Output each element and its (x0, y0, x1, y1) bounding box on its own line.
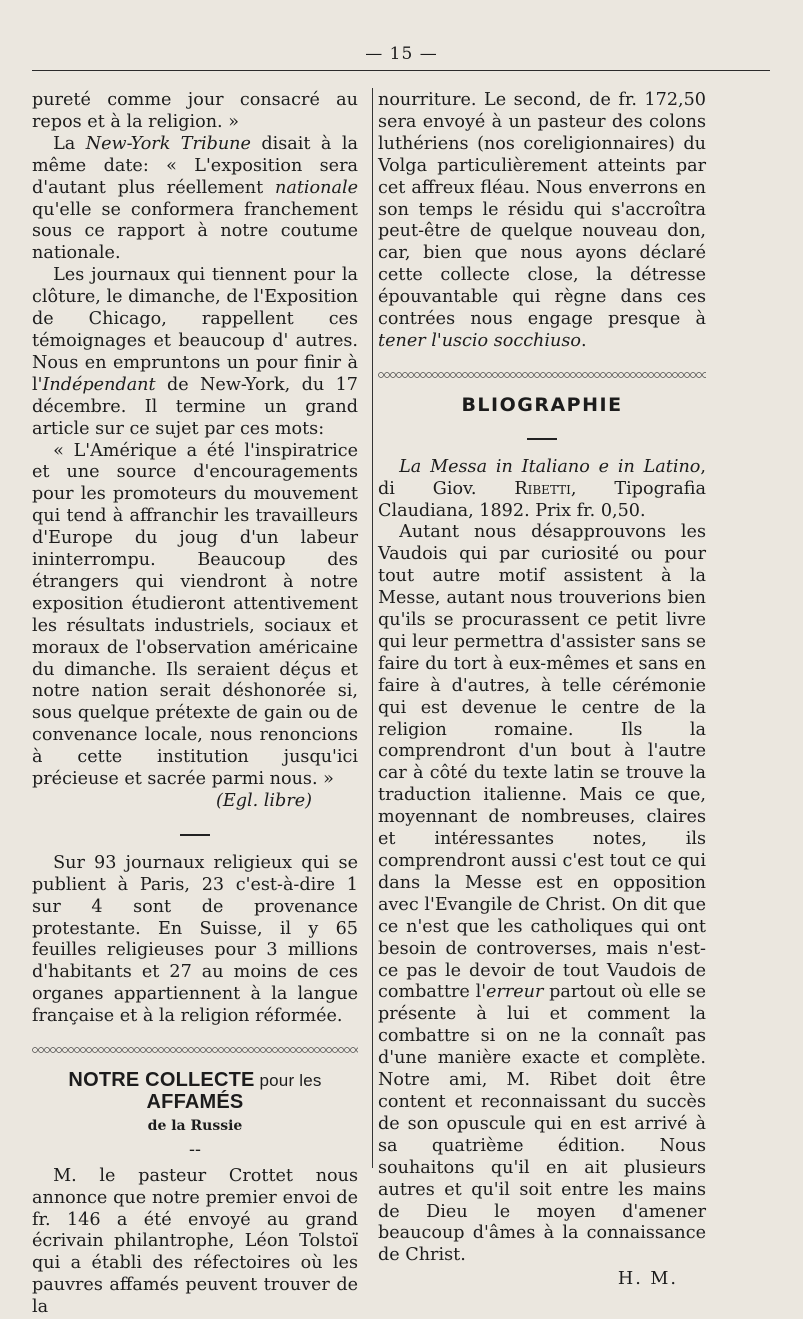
text-run: , di Giov. (378, 456, 706, 499)
italian-phrase: tener l'uscio socchiuso (378, 330, 581, 351)
heading-part: AFFAMÉS (146, 1090, 244, 1113)
collecte-dash: -- (189, 1139, 201, 1160)
section-dash (378, 425, 706, 447)
text-run: Autant nous désapprouvons les Vaudois qui par curiosité ou pour tout autre motif assistent à la Messe, autant nous trouverions bien qu'ils se procurassent ce petit livre qui leur permettra d'assister sans se faire du tort à eux-mêmes et sans en faire à d'autres, à telle cérémonie qui est devenue le centre de la religion romaine. Ils la comprendront d'un bout à l'autre car à côté du texte latin se trouve la traduction italienne. Mais ce que, moyennant de nombreuses, claires et intéressantes notes, ils comprendront aussi c'est tout ce qui dans la Messe est en opposition avec l'Evangile de Christ. On dit que ce n'est que les catholiques qui ont besoin de controverses, mais n'est-ce pas le devoir de tout Vaudois de combattre l' (378, 522, 706, 1003)
text-run: . (580, 330, 587, 351)
newspaper-name: New-York Tribune (85, 133, 251, 154)
signature: H. M. (617, 1269, 678, 1290)
source-citation (32, 791, 358, 813)
right-paragraph-2 (378, 522, 706, 1267)
book-reference (378, 457, 706, 523)
book-title: La Messa in Italiano e in Latino (399, 456, 701, 477)
left-paragraph-1: pureté comme jour consacré au repos et à la religion. » (32, 90, 358, 132)
right-column (378, 90, 706, 1291)
emphasis: nationale (275, 177, 358, 198)
section-title: BLIOGRAPHIE (461, 393, 623, 416)
collecte-heading (32, 1070, 358, 1114)
left-paragraph-2 (32, 134, 358, 265)
text-run: qu'elle se conformera franchement sous ce rapport à notre coutume nationale. (32, 199, 358, 264)
left-paragraph-5: Sur 93 journaux religieux qui se publient à Paris, 23 c'est-à-dire 1 sur 4 sont de provenance protestante. En Suisse, il y 65 feuilles religieuses pour 3 millions d'habitants et 27 au moins de ces organes appartiennent à la langue française et à la religion réformée. (32, 852, 358, 1027)
text-run: de New-York, du 17 décembre. Il termine un grand article sur ce sujet par ces mots: (32, 374, 358, 439)
column-divider (372, 88, 373, 1168)
right-paragraph-1 (378, 90, 706, 353)
source-text: (Egl. libre) (216, 791, 312, 811)
wavy-divider (32, 1046, 358, 1054)
text-run: disait à la même date: « L'exposition sera d'autant plus réellement (32, 133, 358, 198)
separator-dash (32, 821, 358, 843)
left-paragraph-4: « L'Amérique a été l'inspiratrice et une source d'encouragements pour les promoteurs du mouvement qui tend à affranchir les travailleurs d'Europe du joug d'un labeur ininterrompu. Beaucoup des étrangers qui viendront à notre exposition étudieront attentivement les résultats industriels, sociaux et moraux de l'observation américaine du dimanche. Ils seraient déçus et notre nation serait déshonorée si, sous quelque prétexte de gain ou de convenance locale, nous renoncions à cette institution jusqu'ici précieuse et sacrée parmi nous. » (32, 440, 358, 790)
collecte-subheading: de la Russie (147, 1117, 243, 1134)
left-paragraph-3 (32, 265, 358, 440)
wavy-divider (378, 371, 706, 379)
emphasis: erreur (486, 982, 544, 1003)
text-run: Les journaux qui tiennent pour la clôture, le dimanche, de l'Exposition de Chicago, rappellent ces témoignages et beaucoup d' autres. Nous en empruntons un pour finir à l' (32, 265, 358, 395)
heading-part: pour les (254, 1071, 322, 1091)
left-paragraph-6: M. le pasteur Crottet nous annonce que notre premier envoi de fr. 146 a été envoyé au grand écrivain philantrophe, Léon Tolstoï qui a établi des réfectoires où les pauvres affamés peuvent trouver de la (32, 1165, 358, 1318)
text-run: partout où elle se présente à lui et comment la combattre si on ne la connaît pas d'une manière exacte et complète. Notre ami, M. Ribet doit être content et reconnaissant du succès de son opuscule qui en est arrivé à sa quatrième édition. Nous souhaitons qu'il en ait plusieurs autres et qu'il soit entre les mains de Dieu le moyen d'amener beaucoup d'âmes à la connaissance de Christ. (378, 982, 706, 1266)
left-column (32, 90, 358, 1319)
newspaper-name: Indépendant (42, 374, 156, 395)
heading-part: NOTRE COLLECTE (68, 1069, 255, 1092)
page-number: — 15 — (365, 44, 438, 64)
text-run: nourriture. Le second, de fr. 172,50 sera envoyé à un pasteur des colons luthériens (nos coreligionnaires) du Volga particulièrement atteints par cet affreux fléau. Nous enverrons en son temps le résidu qui s'accroîtra peut-être de quelque nouveau don, car, bien que nous ayons déclaré cette collecte close, la détresse épouvantable qui règne dans ces contrées nous engage presque à (378, 90, 706, 330)
book-author: Ribetti (514, 478, 571, 499)
text-run: La (53, 133, 86, 154)
text-run: , Tipografia Claudiana, 1892. Prix fr. 0,50. (378, 478, 706, 521)
header-rule (32, 70, 770, 71)
